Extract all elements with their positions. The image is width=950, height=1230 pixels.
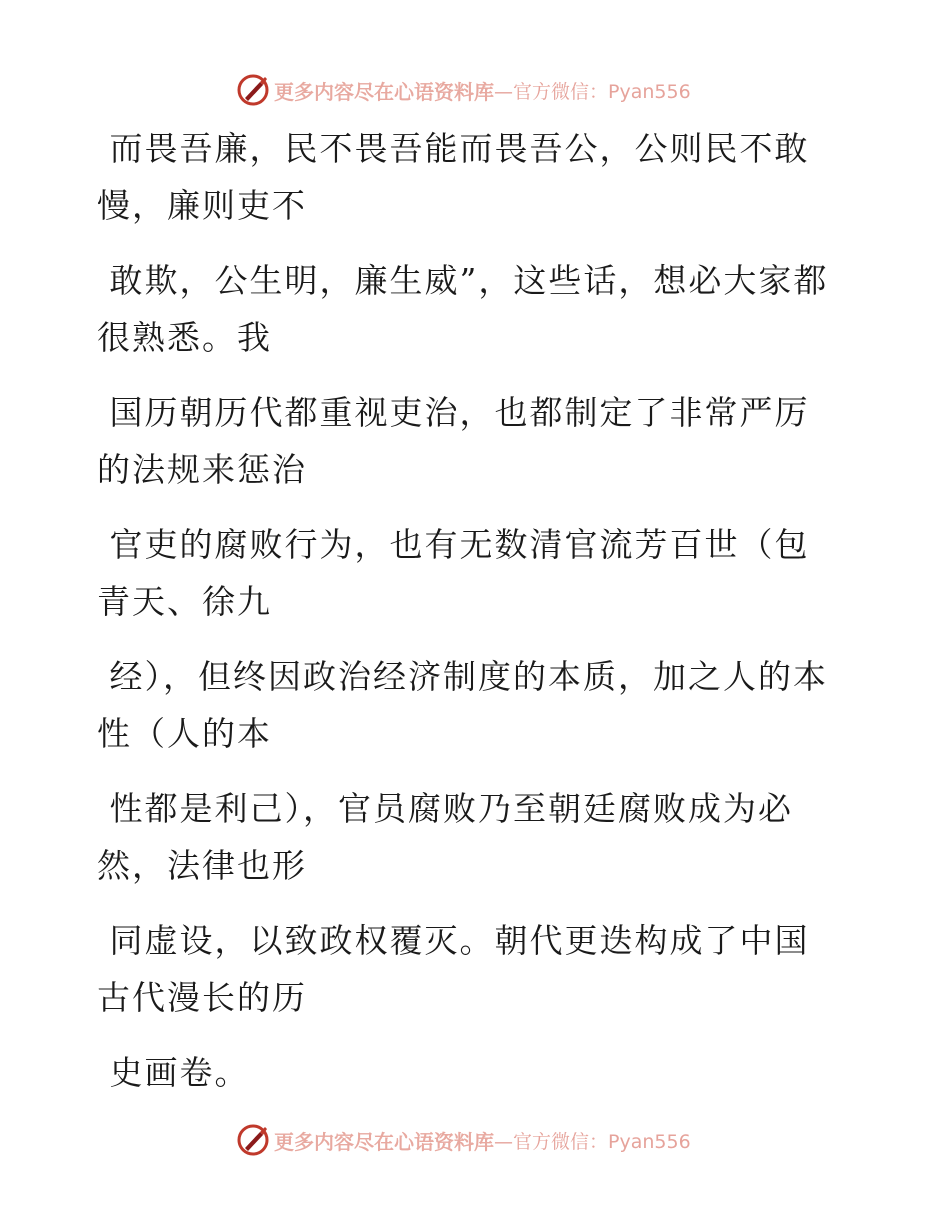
paragraph: 同虚设，以致政权覆灭。朝代更迭构成了中国古代漫长的历 [97,921,810,1017]
pen-logo-icon [236,1123,270,1157]
paragraph: 国历朝历代都重视吏治，也都制定了非常严厉的法规来惩治 [97,393,810,489]
banner-wechat-text: —官方微信：Pyan556 [494,80,691,103]
banner-main-text: 更多内容尽在心语资料库 [274,1129,494,1154]
paragraph: 而畏吾廉，民不畏吾能而畏吾公，公则民不敢慢，廉则吏不 [97,129,810,225]
banner-wechat-text: —官方微信：Pyan556 [494,1130,691,1153]
header-watermark-banner [236,72,691,108]
paragraph: 经），但终因政治经济制度的本质，加之人的本性（人的本 [97,657,828,753]
pen-logo-icon [236,73,270,107]
paragraph: 性都是利己），官员腐败乃至朝廷腐败成为必然，法律也形 [97,789,793,885]
paragraph: 史画卷。 [97,1053,250,1092]
paragraph: 官吏的腐败行为，也有无数清官流芳百世（包青天、徐九 [97,525,810,621]
document-body [97,120,837,1119]
footer-watermark-banner [236,1122,691,1158]
banner-main-text: 更多内容尽在心语资料库 [274,79,494,104]
paragraph: 敢欺，公生明，廉生威”，这些话，想必大家都很熟悉。我 [97,261,829,357]
